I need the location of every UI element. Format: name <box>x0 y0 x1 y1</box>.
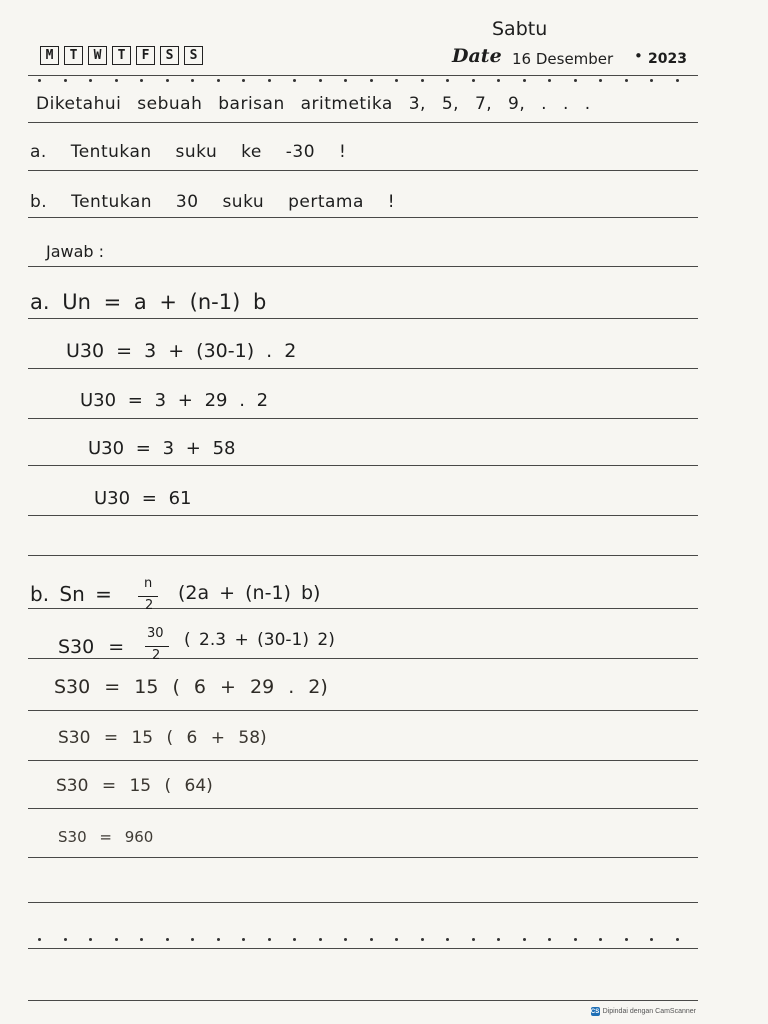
problem-given: Diketahui sebuah barisan aritmetika 3, 5, 7, 9, . . . <box>36 94 591 114</box>
rule-dot <box>140 79 143 82</box>
solution-b-step1-lhs: S30 = <box>58 636 125 658</box>
solution-b-formula-denominator: 2 <box>145 598 154 613</box>
ruled-line <box>28 555 698 556</box>
rule-dot <box>38 79 41 82</box>
rule-dot <box>268 938 271 941</box>
camscanner-icon: CS <box>590 1008 600 1015</box>
rule-dot <box>625 938 628 941</box>
rule-dot <box>115 79 118 82</box>
solution-b-formula-lhs: b. Sn = <box>30 582 112 606</box>
rule-dot <box>625 79 628 82</box>
rule-dot <box>497 938 500 941</box>
rule-dot <box>370 79 373 82</box>
rule-dot <box>140 938 143 941</box>
rule-dot <box>548 938 551 941</box>
scanner-watermark <box>591 1007 696 1016</box>
solution-b-step3: S30 = 15 ( 6 + 58) <box>58 728 267 748</box>
ruled-line <box>28 75 698 76</box>
weekday-box: T <box>64 46 83 65</box>
rule-dot <box>446 938 449 941</box>
rule-dot <box>650 938 653 941</box>
solution-b-step1-denominator: 2 <box>152 648 161 663</box>
ruled-line <box>28 217 698 218</box>
solution-a-step1: U30 = 3 + (30-1) . 2 <box>66 340 297 362</box>
weekday-boxes <box>40 46 203 65</box>
rule-dot <box>64 938 67 941</box>
fraction-bar <box>138 596 158 597</box>
ruled-line <box>28 760 698 761</box>
rule-dot <box>293 79 296 82</box>
ruled-line <box>28 710 698 711</box>
rule-dot <box>395 938 398 941</box>
problem-part-b: b. Tentukan 30 suku pertama ! <box>30 192 396 212</box>
fraction-bar <box>145 646 169 647</box>
rule-dot <box>523 938 526 941</box>
weekday-box: S <box>160 46 179 65</box>
solution-a-step4: U30 = 61 <box>94 488 192 509</box>
rule-dot <box>599 79 602 82</box>
solution-a-step3: U30 = 3 + 58 <box>88 438 236 459</box>
ruled-line <box>28 465 698 466</box>
rule-dot <box>89 79 92 82</box>
rule-dot <box>64 79 67 82</box>
answer-label: Jawab : <box>46 242 105 261</box>
rule-dot <box>166 938 169 941</box>
solution-b-formula-numerator: n <box>144 576 153 591</box>
rule-dot <box>676 938 679 941</box>
rule-dot <box>497 79 500 82</box>
ruled-line <box>28 170 698 171</box>
rule-dot <box>421 938 424 941</box>
ruled-line <box>28 658 698 659</box>
problem-part-a: a. Tentukan suku ke -30 ! <box>30 142 347 162</box>
rule-dot <box>548 79 551 82</box>
solution-b-step5: S30 = 960 <box>58 828 154 846</box>
ruled-line <box>28 122 698 123</box>
date-label: Date <box>452 45 502 67</box>
rule-dot <box>472 79 475 82</box>
ruled-line <box>28 368 698 369</box>
weekday-box: S <box>184 46 203 65</box>
ruled-line <box>28 1000 698 1001</box>
rule-dot <box>191 79 194 82</box>
rule-dot <box>650 79 653 82</box>
day-name: Sabtu <box>492 18 548 40</box>
dotted-line <box>30 938 698 942</box>
solution-b-step1-rhs: ( 2.3 + (30-1) 2) <box>184 630 335 650</box>
solution-b-step1-numerator: 30 <box>147 626 164 641</box>
rule-dot <box>217 938 220 941</box>
solution-a-step2: U30 = 3 + 29 . 2 <box>80 390 269 411</box>
rule-dot <box>319 938 322 941</box>
solution-b-step2: S30 = 15 ( 6 + 29 . 2) <box>54 676 328 698</box>
rule-dot <box>574 79 577 82</box>
date-value: 16 Desember <box>512 50 614 68</box>
scanner-text: Dipindai dengan CamScanner <box>602 1008 696 1015</box>
rule-dot <box>599 938 602 941</box>
rule-dot <box>344 79 347 82</box>
ruled-line <box>28 515 698 516</box>
rule-dot <box>421 79 424 82</box>
rule-dot <box>242 938 245 941</box>
rule-dot <box>319 79 322 82</box>
dotted-line <box>30 79 698 83</box>
date-bullet: • <box>634 47 643 65</box>
ruled-line <box>28 808 698 809</box>
rule-dot <box>344 938 347 941</box>
date-year: 2023 <box>648 51 687 67</box>
solution-b-step4: S30 = 15 ( 64) <box>56 776 213 796</box>
ruled-line <box>28 318 698 319</box>
rule-dot <box>217 79 220 82</box>
ruled-line <box>28 902 698 903</box>
rule-dot <box>115 938 118 941</box>
weekday-box: M <box>40 46 59 65</box>
rule-dot <box>395 79 398 82</box>
rule-dot <box>370 938 373 941</box>
ruled-line <box>28 948 698 949</box>
rule-dot <box>446 79 449 82</box>
weekday-box: F <box>136 46 155 65</box>
ruled-line <box>28 857 698 858</box>
ruled-line <box>28 608 698 609</box>
solution-b-formula-rhs: (2a + (n-1) b) <box>178 582 321 604</box>
rule-dot <box>293 938 296 941</box>
rule-dot <box>523 79 526 82</box>
rule-dot <box>574 938 577 941</box>
rule-dot <box>38 938 41 941</box>
weekday-box: T <box>112 46 131 65</box>
rule-dot <box>89 938 92 941</box>
rule-dot <box>166 79 169 82</box>
ruled-line <box>28 266 698 267</box>
rule-dot <box>191 938 194 941</box>
rule-dot <box>676 79 679 82</box>
rule-dot <box>268 79 271 82</box>
solution-a-formula: a. Un = a + (n-1) b <box>30 290 267 314</box>
ruled-line <box>28 418 698 419</box>
weekday-box: W <box>88 46 107 65</box>
rule-dot <box>472 938 475 941</box>
rule-dot <box>242 79 245 82</box>
